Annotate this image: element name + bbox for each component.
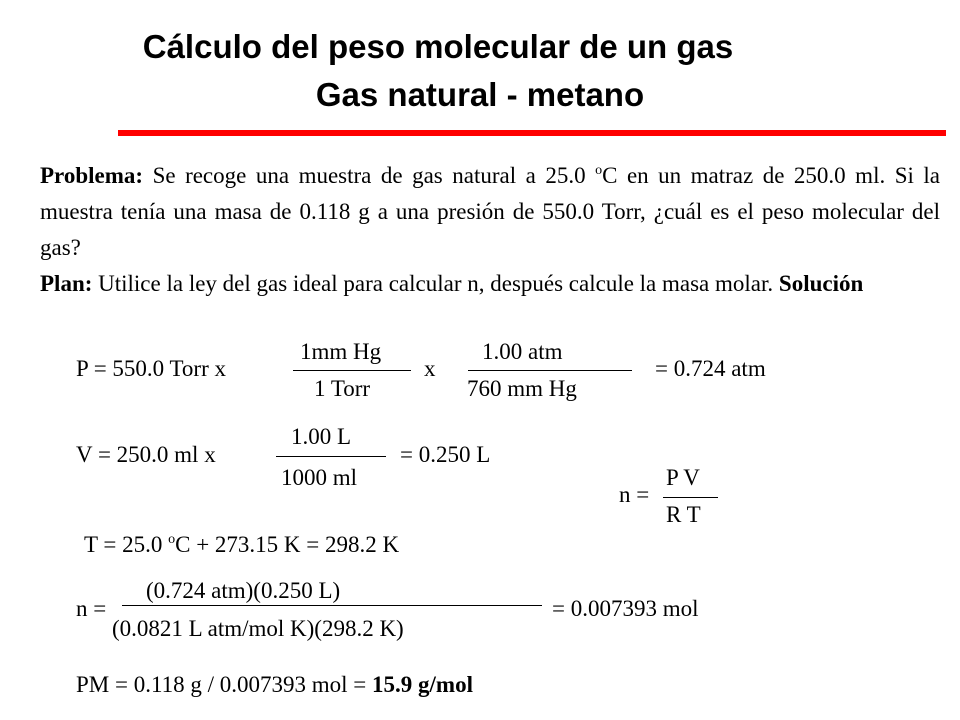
eq-n-result: = 0.007393 mol — [552, 596, 699, 621]
eq-pm-result: 15.9 g/mol — [372, 672, 473, 697]
eq-n-formula-num: P V — [666, 465, 700, 490]
eq-p-f2-bar — [468, 370, 632, 371]
eq-pm — [76, 672, 473, 698]
eq-p-f1-bar — [293, 370, 411, 371]
plan-statement — [40, 266, 940, 302]
eq-n-formula-bar — [663, 497, 718, 498]
eq-v-bar — [276, 456, 386, 457]
eq-v-den: 1000 ml — [281, 465, 358, 490]
degree-symbol: o — [168, 532, 176, 547]
eq-n-bar — [122, 605, 542, 606]
degree-symbol: o — [595, 163, 603, 178]
eq-n-lhs: n = — [76, 596, 107, 621]
eq-v-lhs: V = 250.0 ml x — [76, 442, 216, 467]
eq-t-text-a: T = 25.0 — [84, 532, 169, 557]
eq-v-result: = 0.250 L — [400, 442, 491, 467]
eq-t — [84, 532, 399, 558]
eq-t-text-b: C + 273.15 K = 298.2 K — [175, 532, 400, 557]
eq-p-times: x — [424, 356, 436, 381]
problem-statement — [40, 158, 940, 266]
eq-p-result: = 0.724 atm — [655, 356, 766, 381]
title-underline — [118, 130, 946, 136]
plan-text: Utilice la ley del gas ideal para calcular n, después calcule la masa molar. — [92, 271, 779, 296]
problem-text-a: Se recoge una muestra de gas natural a 25.0 — [143, 163, 596, 188]
eq-p-lhs: P = 550.0 Torr x — [76, 356, 227, 381]
slide-title-line1: Cálculo del peso molecular de un gas — [142, 28, 734, 65]
eq-n-formula-lhs: n = — [619, 482, 650, 507]
eq-p-f2-num: 1.00 atm — [482, 339, 563, 364]
plan-label: Plan: — [40, 271, 93, 296]
eq-p-f1-den: 1 Torr — [314, 376, 371, 401]
slide-title-line2: Gas natural - metano — [315, 76, 645, 113]
eq-pm-text: PM = 0.118 g / 0.007393 mol = — [76, 672, 373, 697]
eq-p-f2-den: 760 mm Hg — [467, 376, 577, 401]
eq-n-num: (0.724 atm)(0.250 L) — [146, 578, 341, 603]
problem-text-b: C en un matraz de 250.0 ml. Si la muestra tenía una masa de 0.118 g a una presión de 550.0 Torr, ¿cuál es el peso molecular del gas? — [40, 163, 941, 260]
eq-p-f1-num: 1mm Hg — [300, 339, 382, 364]
eq-n-den: (0.0821 L atm/mol K)(298.2 K) — [112, 616, 404, 641]
problem-label: Problema: — [40, 163, 144, 188]
eq-n-formula-den: R T — [666, 502, 701, 527]
solution-label: Solución — [778, 271, 864, 296]
eq-v-num: 1.00 L — [291, 424, 352, 449]
